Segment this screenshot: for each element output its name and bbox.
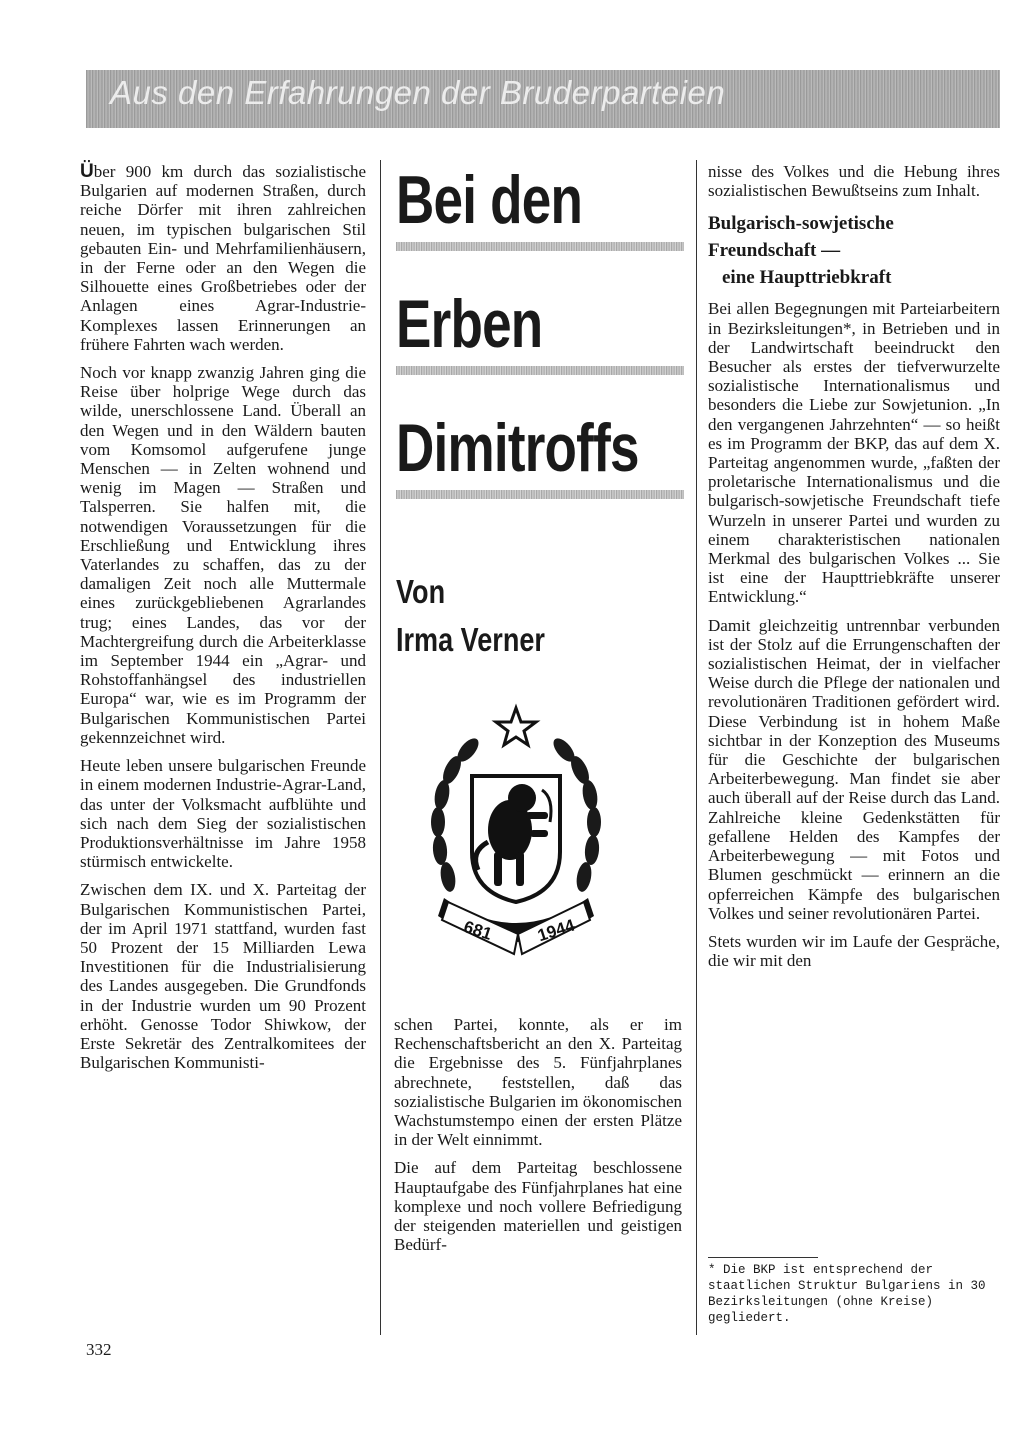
emblem-year-left: 681	[461, 917, 495, 944]
section-subheading	[708, 210, 1000, 291]
column-divider	[380, 160, 381, 1335]
column-divider	[696, 160, 697, 1335]
subheading-line: Freundschaft —	[708, 240, 841, 262]
page-number: 332	[86, 1340, 112, 1359]
article-column-1	[80, 162, 366, 1081]
paragraph: Bei allen Begegnungen mit Parteiarbeitern in Bezirksleitungen*, in Betrieben und in der Landwirtschaft beeindruckt den Besucher als erstes der tiefverwurzelte sozialistische Internationalismus und besonders die Liebe zur Sowjetunion. „In den vergangenen Jahrzehnten“ — so heißt es im Programm der BKP, das auf dem X. Parteitag angenommen wurde, „faßten der proletarische Internationalismus und die bulgarisch-sowjetische Freundschaft tiefe Wurzeln in unserer Partei und wurden zu einem charakteristischen nationalen Merkmal des bulgarischen Volkes ... Sie ist eine der Haupttriebkräfte unserer Entwicklung.“	[708, 299, 1000, 607]
byline-prefix: Von	[396, 573, 446, 610]
emblem-year-right: 1944	[535, 915, 578, 946]
headline-bar	[396, 242, 684, 251]
paragraph: nisse des Volkes und die Hebung ihres sozialistischen Bewußtseins zum Inhalt.	[708, 162, 1000, 201]
byline-author: Irma Verner	[396, 621, 545, 658]
paragraph	[80, 162, 366, 354]
paragraph-text: ber 900 km durch das sozialistische Bulgarien auf modernen Straßen, durch reiche Dörfer mit ihren zahlreichen neuen, im typischen bulgarischen Stil gebauten Ein- und Mehrfamilienhäusern, in der Ferne oder an den Wegen die Silhouette eines Großbetriebes oder der Anlagen eines Agrar-Industrie-Komplexes lassen Erinnerungen an frühere Fahrten wach werden.	[80, 162, 366, 354]
article-column-3	[708, 162, 1000, 979]
headline-bar	[396, 366, 684, 375]
paragraph: schen Partei, konnte, als er im Rechenschaftsbericht an den X. Parteitag die Ergebnisse des 5. Fünfjahrplanes abrechnete, feststellen, daß das sozialistische Bulgarien im ökonomischen Wachstumstempo einen der ersten Plätze in der Welt einnimmt.	[394, 1015, 682, 1150]
bulgarian-emblem-icon	[418, 702, 614, 972]
article-column-2	[394, 1015, 682, 1263]
drop-cap: Ü	[80, 161, 94, 182]
paragraph: Damit gleichzeitig untrennbar verbunden ist der Stolz auf die Errungenschaften der sozialistischen Heimat, der in vielfacher Weise durch die Pflege der nationalen und revolutionären Traditionen gefördert wird. Diese Verbindung ist in hohem Maße sichtbar in der Konzeption des Museums für die Geschichte der bulgarischen Arbeiterbewegung. Man findet sie aber auch überall auf der Reise durch das Land. Zahlreiche kleine Gedenkstätten für gefallene Helden des Kampfes der Arbeiterbewegung — mit Fotos und Blumen geschmückt — erinnern an die opferreichen Kämpfe des bulgarischen Volkes und seiner revolutionären Partei.	[708, 615, 1000, 923]
subheading-line: eine Haupttriebkraft	[722, 267, 892, 289]
paragraph: Zwischen dem IX. und X. Parteitag der Bulgarischen Kommunistischen Partei, der im April 1971 stattfand, wurden fast 50 Prozent der 15 Milliarden Lewa Investitionen für die Industrialisierung des Landes ausgegeben. Die Grundfonds in der Industrie wurden um 90 Prozent erhöht. Genosse Todor Shiwkow, der Erste Sekretär des Zentralkomitees der Bulgarischen Kommunisti-	[80, 880, 366, 1073]
paragraph: Stets wurden wir im Laufe der Gespräche, die wir mit den	[708, 931, 1000, 971]
paragraph: Die auf dem Parteitag beschlossene Hauptaufgabe des Fünfjahrplanes hat eine komplexe und noch vollere Befriedigung der steigenden materiellen und geistigen Bedürf-	[394, 1158, 682, 1255]
footnote-divider	[708, 1257, 818, 1258]
footnote: * Die BKP ist entsprechend der staatlichen Struktur Bulgariens in 30 Bezirksleitungen (ohne Kreise) gegliedert.	[708, 1263, 986, 1325]
subheading-line: Bulgarisch-sowjetische	[708, 213, 894, 235]
headline-line-2: Erben	[396, 286, 543, 362]
paragraph: Heute leben unsere bulgarischen Freunde in einem modernen Industrie-Agrar-Land, das unter der Volksmacht aufblühte und sich nach dem Sieg der sozialistischen Produktionsverhältnisse im Jahre 1958 stürmisch entwickelte.	[80, 756, 366, 872]
section-banner-title: Aus den Erfahrungen der Bruderparteien	[110, 74, 726, 111]
headline-line-1: Bei den	[396, 162, 583, 238]
headline-bar	[396, 490, 684, 499]
paragraph: Noch vor knapp zwanzig Jahren ging die Reise über holprige Wege durch das wilde, unerschlossene Land. Überall an den Wegen und in den Wäldern bauten vom Komsomol aufgerufene junge Menschen — in Zelten wohnend und wenig im Magen — Straßen und Talsperren. Sie halfen mit, die notwendigen Voraussetzungen für die Erschließung und Entwicklung ihres Vaterlandes zu schaffen, das zu der damaligen Zeit noch alle Muttermale eines zurückgebliebenen Agrarlandes trug; eines Landes, das vor der Machtergreifung durch die Arbeiterklasse im September 1944 ein „Agrar- und Rohstoffanhängsel des industriellen Europa“ war, wie es im Programm der Bulgarischen Kommunistischen Partei gekennzeichnet wird.	[80, 363, 366, 747]
headline-line-3: Dimitroffs	[396, 410, 639, 486]
